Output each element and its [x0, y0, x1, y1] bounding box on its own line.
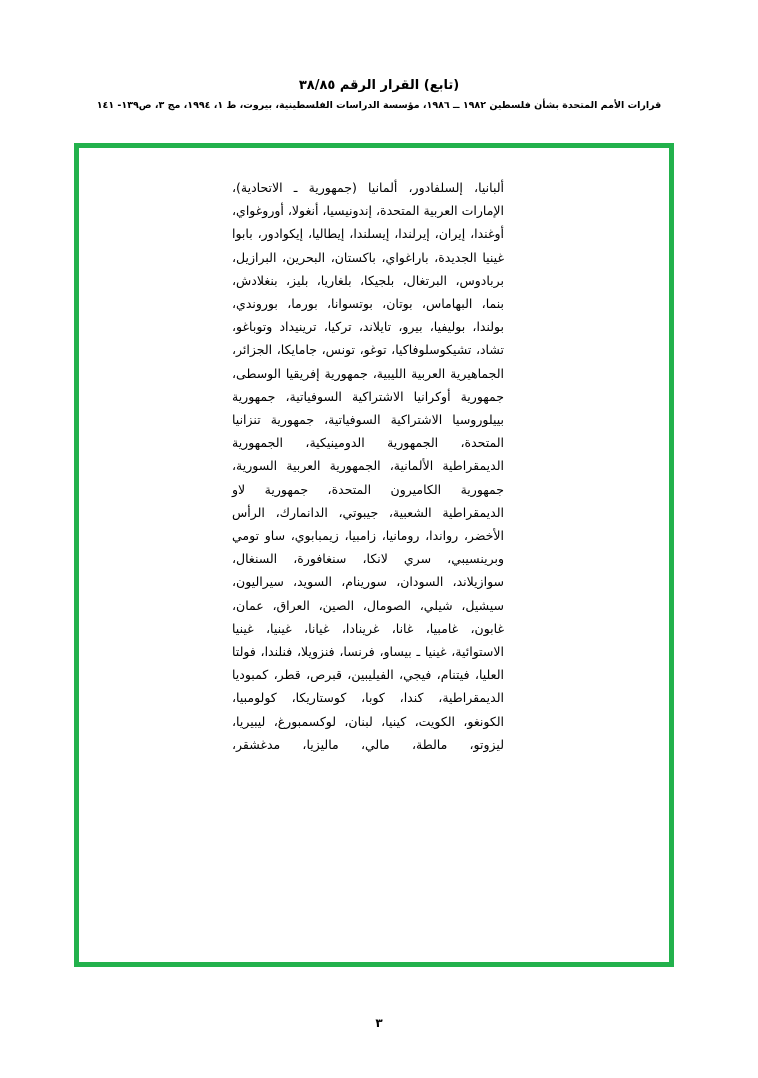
page-number: ٣: [375, 1016, 383, 1030]
page-title: (تابع) القرار الرقم ٣٨/٨٥: [298, 78, 460, 93]
document-header: [0, 78, 758, 111]
content-frame: [74, 143, 674, 967]
resolution-body-text: [232, 176, 504, 756]
country-list-paragraph: ألبانيا، إلسلفادور، ألمانيا (جمهورية ـ الاتحادية)، الإمارات العربية المتحدة، إندونيسيا، أنغولا، أوروغواي، أوغندا، إيران، إيرلندا، إيسلندا، إيطاليا، إيكوادور، بابوا غينيا الجديدة، باراغواي، باكستان، البحرين، البرازيل، بربادوس، البرتغال، بلجيكا، بلغاريا، بليز، بنغلادش، بنما، البهاماس، بوتان، بوتسوانا، بورما، بوروندي، بولندا، بوليفيا، بيرو، تايلاند، تركيا، ترينيداد وتوباغو، تشاد، تشيكوسلوفاكيا، توغو، تونس، جامايكا، الجزائر، الجماهيرية العربية الليبية، جمهورية إفريقيا الوسطى، جمهورية أوكرانيا الاشتراكية السوفياتية، جمهورية بييلوروسيا الاشتراكية السوفياتية، جمهورية تنزانيا المتحدة، الجمهورية الدومينيكية، الجمهورية الديمقراطية الألمانية، الجمهورية العربية السورية، جمهورية الكاميرون المتحدة، جمهورية لاو الديمقراطية الشعبية، جيبوتي، الدانمارك، الرأس الأخضر، رواندا، رومانيا، زامبيا، زيمبابوي، ساو تومي وبرينسيبي، سري لانكا، سنغافورة، السنغال، سوازيلاند، السودان، سورينام، السويد، سيراليون، سيشيل، شيلي، الصومال، الصين، العراق، عمان، غابون، غامبيا، غانا، غرينادا، غيانا، غينيا، غينيا الاستوائية، غينيا ـ بيساو، فرنسا، فنزويلا، فنلندا، فولتا العليا، فيتنام، فيجي، الفيليبين، قبرص، قطر، كمبوديا الديمقراطية، كندا، كوبا، كوستاريكا، كولومبيا، الكونغو، الكويت، كينيا، لبنان، لوكسمبورغ، ليبيريا، ليزوتو، مالطة، مالي، ماليزيا، مدغشقر،: [232, 180, 504, 752]
source-citation: قرارات الأمم المتحدة بشأن فلسطين ١٩٨٢ ــ ١٩٨٦، مؤسسة الدراسات الفلسطينية، بيروت، ط ١، ١٩٩٤، مج ٣، ص١٣٩- ١٤١: [96, 100, 662, 111]
